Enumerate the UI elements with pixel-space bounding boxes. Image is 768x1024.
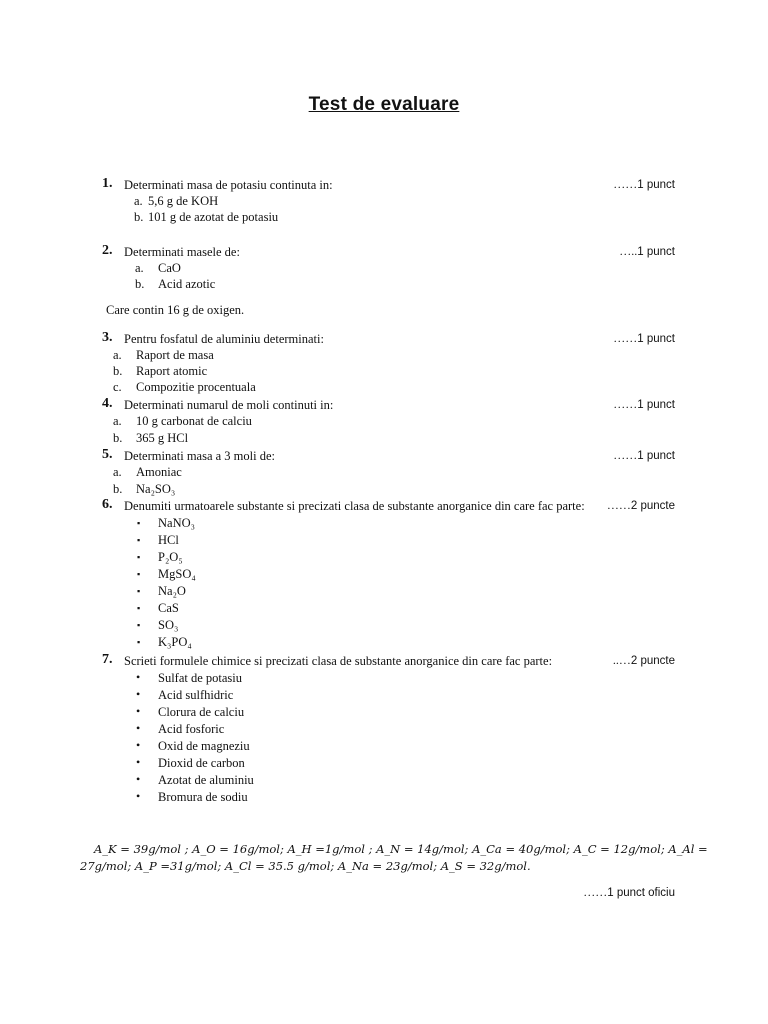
list-item: NaNO₃: [158, 516, 195, 530]
points: ……1 punct: [613, 397, 675, 411]
list-item: Dioxid de carbon: [158, 756, 245, 770]
list-item: Raport de masa: [136, 348, 214, 362]
points: ..…2 puncte: [612, 653, 675, 667]
item-marker: c.: [113, 380, 122, 394]
atomic-masses-line-2: [80, 859, 531, 873]
points: ……1 punct: [613, 177, 675, 191]
bullet-icon: ▪: [137, 552, 141, 562]
bullet-icon: •: [136, 772, 141, 786]
question-number: 4.: [102, 396, 113, 411]
bullet-icon: •: [136, 687, 141, 701]
list-item: 365 g HCl: [136, 431, 189, 445]
atomic-masses-line-1: [94, 842, 708, 856]
list-item: SO₃: [158, 618, 179, 632]
list-item: 10 g carbonat de calciu: [136, 414, 252, 428]
list-item: 5,6 g de KOH: [148, 194, 219, 208]
list-item: Na₂SO₃: [136, 482, 176, 496]
bullet-icon: •: [136, 755, 141, 769]
bullet-icon: •: [136, 721, 141, 735]
question-number: 7.: [102, 652, 113, 667]
item-marker: a.: [113, 348, 122, 362]
list-item: Oxid de magneziu: [158, 739, 250, 753]
bullet-icon: •: [136, 738, 141, 752]
item-marker: b.: [113, 431, 123, 445]
bullet-icon: ▪: [137, 637, 141, 647]
item-marker: a.: [113, 414, 122, 428]
points: …..1 punct: [619, 244, 675, 258]
question-text: Determinati masele de:: [124, 245, 240, 259]
question-text: Denumiti urmatoarele substante si precizati clasa de substante anorganice din care fac parte:: [124, 499, 585, 513]
question-text: Scrieti formulele chimice si precizati clasa de substante anorganice din care fac parte:: [124, 654, 553, 668]
bullet-icon: •: [136, 670, 141, 684]
bullet-icon: ▪: [137, 518, 141, 528]
bonus-points: ……1 punct oficiu: [583, 885, 675, 899]
page-title: Test de evaluare: [308, 94, 460, 115]
list-item: Na₂O: [158, 584, 186, 598]
bullet-icon: ▪: [137, 569, 141, 579]
question-text: Determinati masa de potasiu continuta in:: [124, 178, 333, 192]
list-item: Sulfat de potasiu: [158, 671, 243, 685]
points: ……1 punct: [613, 448, 675, 462]
list-item: Acid sulfhidric: [158, 688, 234, 702]
question-number: 2.: [102, 243, 113, 258]
question-number: 6.: [102, 497, 113, 512]
points: ……2 puncte: [606, 498, 675, 512]
item-marker: a.: [134, 194, 143, 208]
atomic-masses-text: 27g/mol; A_P =31g/mol; A_Cl = 35.5 g/mol; A_Na = 23g/mol; A_S = 32g/mol.: [80, 859, 531, 873]
list-item: CaS: [158, 601, 179, 615]
list-item: 101 g de azotat de potasiu: [148, 210, 279, 224]
list-item: Amoniac: [136, 465, 182, 479]
bullet-icon: •: [136, 704, 141, 718]
list-item: Acid azotic: [158, 277, 216, 291]
question-note: Care contin 16 g de oxigen.: [106, 303, 245, 317]
question-number: 5.: [102, 447, 113, 462]
list-item: Clorura de calciu: [158, 705, 245, 719]
list-item: Bromura de sodiu: [158, 790, 248, 804]
bullet-icon: ▪: [137, 586, 141, 596]
list-item: HCl: [158, 533, 179, 547]
list-item: MgSO₄: [158, 567, 196, 581]
list-item: Raport atomic: [136, 364, 208, 378]
question-text: Determinati numarul de moli continuti in:: [124, 398, 334, 412]
question-number: 1.: [102, 176, 113, 191]
list-item: CaO: [158, 261, 181, 275]
item-marker: a.: [135, 261, 144, 275]
question-text: Pentru fosfatul de aluminiu determinati:: [124, 332, 324, 346]
item-marker: b.: [113, 364, 123, 378]
bullet-icon: ▪: [137, 620, 141, 630]
question-text: Determinati masa a 3 moli de:: [124, 449, 275, 463]
list-item: Acid fosforic: [158, 722, 225, 736]
list-item: Azotat de aluminiu: [158, 773, 254, 787]
list-item: P₂O₅: [158, 550, 183, 564]
item-marker: b.: [135, 277, 145, 291]
list-item: K₃PO₄: [158, 635, 192, 649]
question-number: 3.: [102, 330, 113, 345]
points: ……1 punct: [613, 331, 675, 345]
bullet-icon: ▪: [137, 535, 141, 545]
list-item: Compozitie procentuala: [136, 380, 256, 394]
bullet-icon: ▪: [137, 603, 141, 613]
atomic-masses-text: A_K = 39g/mol ; A_O = 16g/mol; A_H =1g/mol ; A_N = 14g/mol; A_Ca = 40g/mol; A_C = 12g/mol; A_Al =: [94, 842, 708, 856]
item-marker: b.: [113, 482, 123, 496]
item-marker: b.: [134, 210, 144, 224]
item-marker: a.: [113, 465, 122, 479]
bullet-icon: •: [136, 789, 141, 803]
